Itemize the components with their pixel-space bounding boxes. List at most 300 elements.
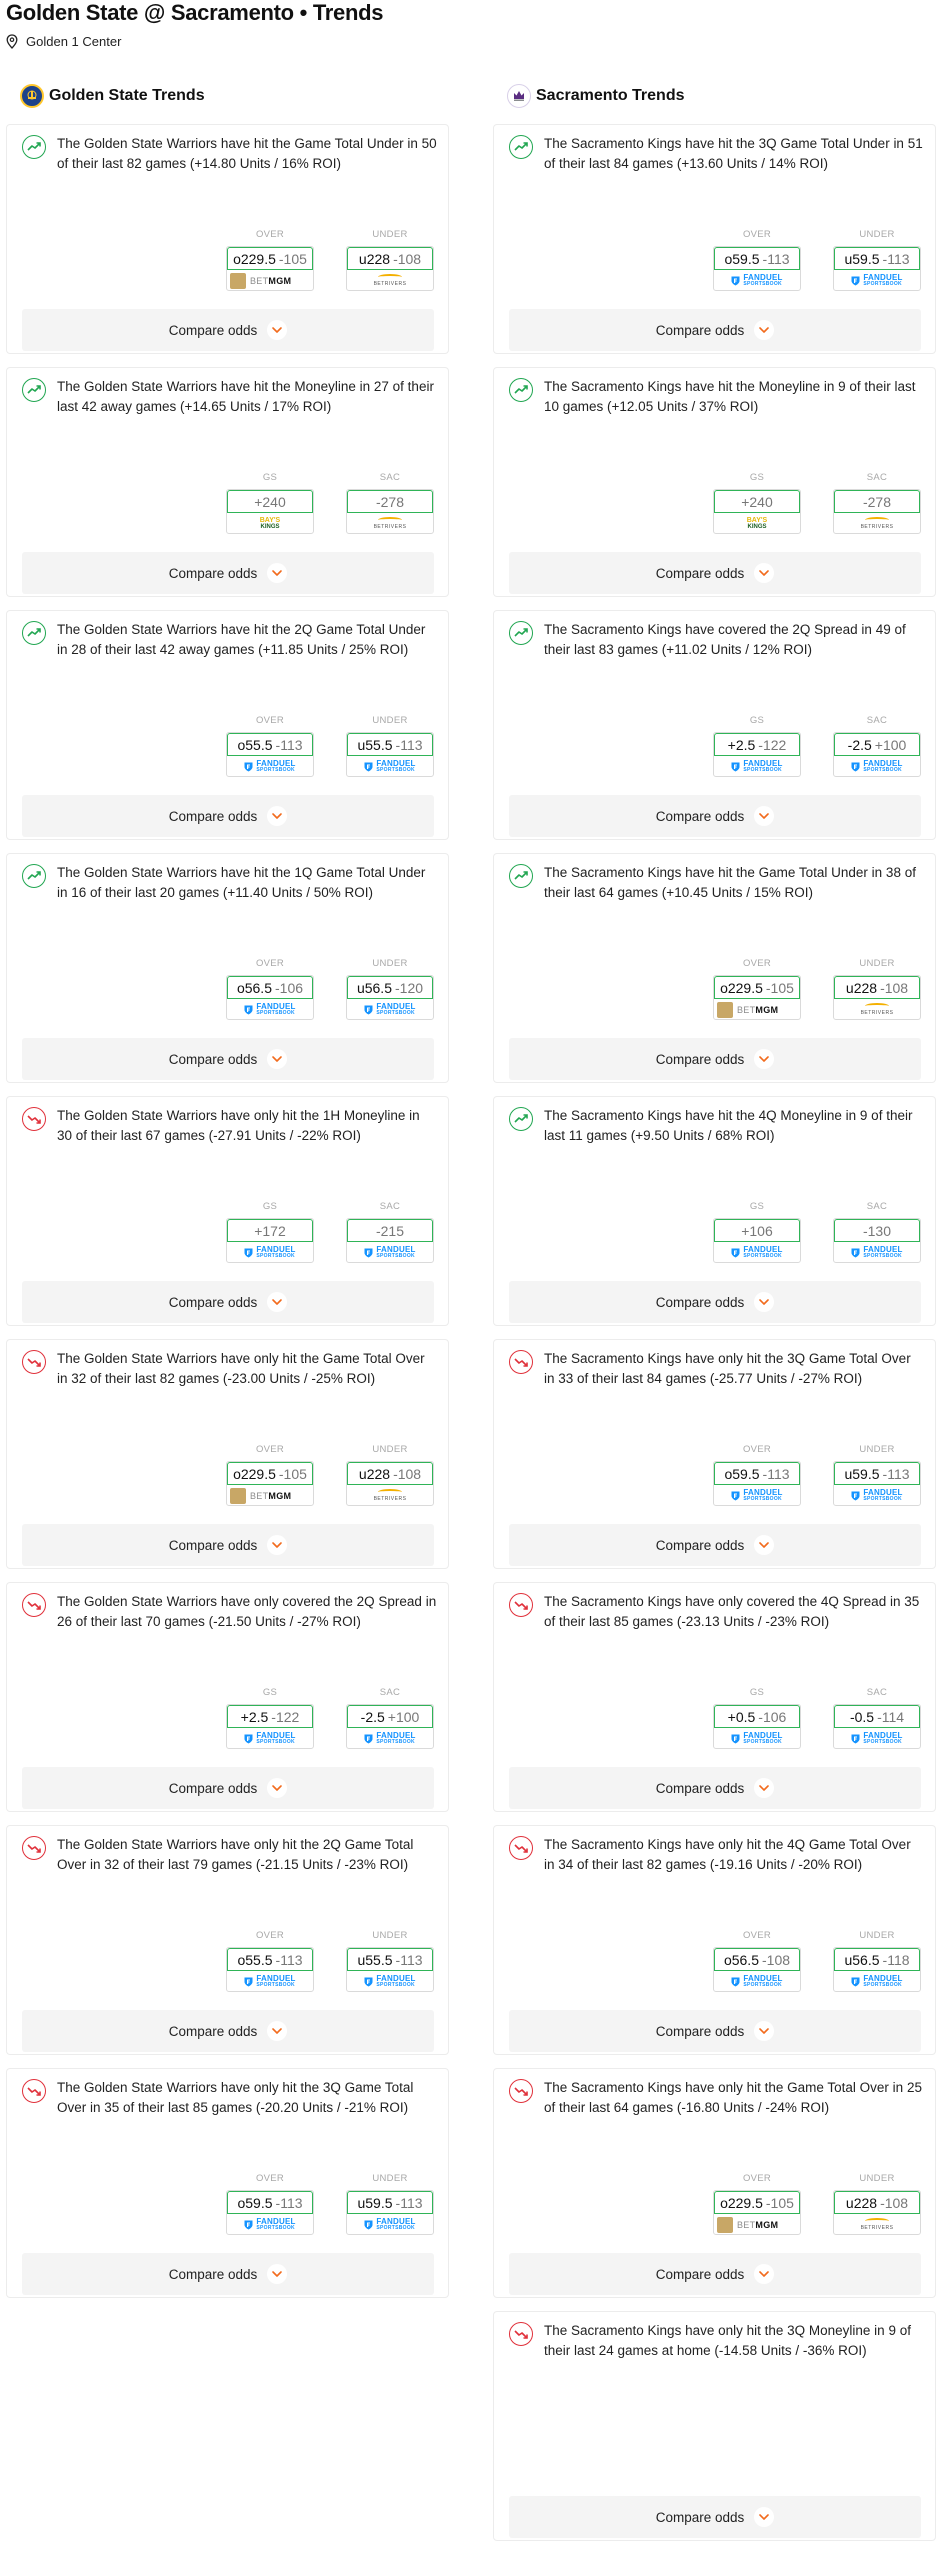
odds-value xyxy=(347,976,433,999)
sacramento-trends-column xyxy=(493,82,936,2554)
odds-line: +0.5 xyxy=(727,1708,756,1725)
odds-price: -105 xyxy=(278,250,307,267)
odds-option xyxy=(833,1687,921,1749)
chevron-down-icon xyxy=(267,1535,287,1555)
odds-button[interactable] xyxy=(833,1704,921,1749)
fanduel-shield-icon xyxy=(851,1248,860,1258)
odds-side-label: OVER xyxy=(255,1444,285,1455)
odds-line: u59.5 xyxy=(844,1465,880,1482)
fanduel-shield-icon xyxy=(244,1005,253,1015)
odds-price: -122 xyxy=(758,736,787,753)
odds-line: u59.5 xyxy=(844,250,880,267)
fanduel-shield-icon xyxy=(731,762,740,772)
compare-odds-button[interactable] xyxy=(509,309,921,351)
betmgm-lion-icon xyxy=(717,2217,733,2233)
odds-side-label: SAC xyxy=(866,715,888,726)
team-header-sac xyxy=(507,82,936,110)
betrivers-swoosh-icon xyxy=(378,274,402,280)
odds-button[interactable] xyxy=(346,1947,434,1992)
trend-card xyxy=(493,2068,936,2298)
odds-option xyxy=(346,1201,434,1263)
compare-odds-button[interactable] xyxy=(22,1524,434,1566)
betrivers-swoosh-icon xyxy=(378,517,402,523)
odds-button[interactable] xyxy=(226,1704,314,1749)
odds-option xyxy=(346,715,434,777)
odds-value xyxy=(347,490,433,513)
odds-button[interactable] xyxy=(346,2190,434,2235)
odds-button[interactable] xyxy=(833,1461,921,1506)
odds-value xyxy=(834,1948,920,1971)
trend-description: The Sacramento Kings have only covered the 4Q Spread in 35 of their last 85 games (-23.13 Units / -23% ROI) xyxy=(544,1594,920,1629)
page-header xyxy=(6,0,936,49)
odds-price: -108 xyxy=(762,1951,791,1968)
odds-button[interactable] xyxy=(833,2190,921,2235)
odds-price: +172 xyxy=(254,1222,286,1239)
betmgm-logo: BET MGM xyxy=(227,270,313,291)
chevron-down-icon xyxy=(754,2264,774,2284)
odds-option xyxy=(833,2173,921,2235)
odds-line: o56.5 xyxy=(236,979,272,996)
odds-value xyxy=(227,733,313,756)
odds-value xyxy=(227,490,313,513)
chevron-down-icon xyxy=(267,320,287,340)
odds-side-label: GS xyxy=(749,1201,765,1212)
odds-value xyxy=(227,1948,313,1971)
fanduel-logo: FANDUEL SPORTSBOOK xyxy=(834,270,920,291)
odds-value xyxy=(347,733,433,756)
trend-down-icon xyxy=(509,2322,533,2346)
odds-option xyxy=(226,1930,314,1992)
odds-option xyxy=(833,1930,921,1992)
compare-odds-button[interactable] xyxy=(22,1281,434,1323)
fanduel-logo: FANDUEL SPORTSBOOK xyxy=(714,1971,800,1992)
odds-option xyxy=(833,958,921,1020)
odds-option xyxy=(713,472,801,534)
compare-odds-button[interactable] xyxy=(509,1767,921,1809)
trend-list xyxy=(493,124,936,2541)
odds-button[interactable] xyxy=(833,1947,921,1992)
fanduel-logo: FANDUEL SPORTSBOOK xyxy=(714,1728,800,1749)
odds-button[interactable] xyxy=(713,1461,801,1506)
trend-list xyxy=(6,124,449,2298)
trend-up-icon xyxy=(22,378,46,402)
fanduel-shield-icon xyxy=(364,1005,373,1015)
odds-option xyxy=(346,1930,434,1992)
odds-button[interactable] xyxy=(346,1704,434,1749)
odds-button[interactable] xyxy=(346,1218,434,1263)
odds-button[interactable] xyxy=(713,1947,801,1992)
betmgm-lion-icon xyxy=(230,1488,246,1504)
location-pin-icon xyxy=(6,34,18,49)
compare-odds-label: Compare odds xyxy=(655,2023,745,2039)
odds-button[interactable] xyxy=(833,489,921,534)
trend-down-icon xyxy=(22,1836,46,1860)
odds-side-label: OVER xyxy=(742,229,772,240)
odds-value xyxy=(227,1705,313,1728)
betmgm-logo: BET MGM xyxy=(714,2214,800,2235)
trend-card xyxy=(493,610,936,840)
odds-option xyxy=(833,1201,921,1263)
odds-price: -106 xyxy=(275,979,304,996)
compare-odds-button[interactable] xyxy=(22,552,434,594)
odds-side-label: SAC xyxy=(379,472,401,483)
trend-card xyxy=(493,1339,936,1569)
odds-value xyxy=(834,1462,920,1485)
trend-card xyxy=(6,853,449,1083)
kings-book-logo: BAY'S KINGS xyxy=(746,516,768,530)
odds-price: -130 xyxy=(862,1222,892,1239)
compare-odds-label: Compare odds xyxy=(655,1051,745,1067)
fanduel-shield-icon xyxy=(731,276,740,286)
chevron-down-icon xyxy=(754,1049,774,1069)
trend-description: The Sacramento Kings have only hit the 3Q Game Total Over in 33 of their last 84 games (-25.77 Units / -27% ROI) xyxy=(544,1351,911,1386)
odds-button[interactable] xyxy=(346,489,434,534)
chevron-down-icon xyxy=(267,2021,287,2041)
odds-price: +240 xyxy=(741,493,773,510)
trend-description: The Golden State Warriors have hit the 2Q Game Total Under in 28 of their last 42 away games (+11.85 Units / 25% ROI) xyxy=(57,622,426,657)
odds-option xyxy=(346,472,434,534)
betrivers-logo: BETRIVERS xyxy=(834,513,920,534)
trend-up-icon xyxy=(509,864,533,888)
compare-odds-button[interactable] xyxy=(509,1281,921,1323)
fanduel-logo: FANDUEL SPORTSBOOK xyxy=(347,999,433,1020)
odds-price: -113 xyxy=(882,1465,910,1482)
odds-value xyxy=(227,2191,313,2214)
odds-side-label: OVER xyxy=(742,958,772,969)
betmgm-lion-icon xyxy=(230,273,246,289)
odds-option xyxy=(713,1687,801,1749)
fanduel-logo: FANDUEL SPORTSBOOK xyxy=(834,1242,920,1263)
compare-odds-label: Compare odds xyxy=(655,808,745,824)
betmgm-logo: BET MGM xyxy=(227,1485,313,1506)
compare-odds-label: Compare odds xyxy=(168,1780,258,1796)
odds-value xyxy=(347,247,433,270)
fanduel-shield-icon xyxy=(731,1977,740,1987)
fanduel-shield-icon xyxy=(244,1734,253,1744)
fanduel-shield-icon xyxy=(851,762,860,772)
odds-line: o59.5 xyxy=(724,1465,760,1482)
compare-odds-label: Compare odds xyxy=(168,1294,258,1310)
trend-description: The Sacramento Kings have hit the 4Q Moneyline in 9 of their last 11 games (+9.50 Units / 68% ROI) xyxy=(544,1108,913,1143)
odds-side-label: OVER xyxy=(255,229,285,240)
golden-state-trends-column xyxy=(6,82,449,2311)
odds-price: -114 xyxy=(877,1708,905,1725)
odds-button[interactable] xyxy=(713,1704,801,1749)
odds-side-label: UNDER xyxy=(859,229,895,240)
compare-odds-button[interactable] xyxy=(509,2010,921,2052)
fanduel-shield-icon xyxy=(731,1491,740,1501)
odds-button[interactable] xyxy=(713,246,801,291)
compare-odds-label: Compare odds xyxy=(168,565,258,581)
odds-option xyxy=(346,1687,434,1749)
odds-side-label: UNDER xyxy=(859,1930,895,1941)
odds-side-label: GS xyxy=(749,472,765,483)
compare-odds-button[interactable] xyxy=(22,309,434,351)
fanduel-logo: FANDUEL SPORTSBOOK xyxy=(347,1971,433,1992)
odds-side-label: GS xyxy=(262,1687,278,1698)
odds-value xyxy=(834,2191,920,2214)
odds-value xyxy=(347,1462,433,1485)
odds-button[interactable] xyxy=(346,1461,434,1506)
fanduel-shield-icon xyxy=(364,1977,373,1987)
odds-side-label: OVER xyxy=(255,2173,285,2184)
fanduel-shield-icon xyxy=(851,1734,860,1744)
odds-value xyxy=(834,490,920,513)
trend-description: The Sacramento Kings have hit the 3Q Game Total Under in 51 of their last 84 games (+13.60 Units / 14% ROI) xyxy=(544,136,923,171)
compare-odds-button[interactable] xyxy=(22,2010,434,2052)
odds-option xyxy=(833,472,921,534)
odds-line: +2.5 xyxy=(240,1708,269,1725)
trend-card xyxy=(493,2311,936,2541)
odds-line: u228 xyxy=(845,2194,878,2211)
odds-button[interactable] xyxy=(713,489,801,534)
odds-button[interactable] xyxy=(713,1218,801,1263)
betrivers-logo: BETRIVERS xyxy=(347,1485,433,1506)
odds-price: -215 xyxy=(375,1222,405,1239)
odds-line: o55.5 xyxy=(237,736,273,753)
fanduel-logo: FANDUEL SPORTSBOOK xyxy=(347,1728,433,1749)
odds-value xyxy=(834,733,920,756)
trend-card xyxy=(493,367,936,597)
odds-button[interactable] xyxy=(346,975,434,1020)
odds-value xyxy=(834,1705,920,1728)
fanduel-shield-icon xyxy=(364,2220,373,2230)
fanduel-logo: FANDUEL SPORTSBOOK xyxy=(714,1485,800,1506)
fanduel-logo: FANDUEL SPORTSBOOK xyxy=(227,999,313,1020)
odds-line: o59.5 xyxy=(724,250,760,267)
trend-description: The Sacramento Kings have hit the Game Total Under in 38 of their last 64 games (+10.45 Units / 15% ROI) xyxy=(544,865,916,900)
odds-button[interactable] xyxy=(713,2190,801,2235)
odds-option xyxy=(713,715,801,777)
chevron-down-icon xyxy=(754,563,774,583)
odds-button[interactable] xyxy=(226,1218,314,1263)
odds-price: +106 xyxy=(741,1222,773,1239)
odds-price: -105 xyxy=(765,2194,794,2211)
odds-value xyxy=(714,733,800,756)
odds-price: -108 xyxy=(880,2194,909,2211)
odds-value xyxy=(714,1462,800,1485)
fanduel-shield-icon xyxy=(731,1248,740,1258)
trend-description: The Golden State Warriors have only hit the 1H Moneyline in 30 of their last 67 games (-27.91 Units / -22% ROI) xyxy=(57,1108,420,1143)
fanduel-shield-icon xyxy=(244,1248,253,1258)
odds-price: +100 xyxy=(387,1708,420,1725)
odds-line: u228 xyxy=(358,250,391,267)
fanduel-logo: FANDUEL SPORTSBOOK xyxy=(714,1242,800,1263)
odds-value xyxy=(714,247,800,270)
odds-button[interactable] xyxy=(226,489,314,534)
odds-line: -0.5 xyxy=(849,1708,875,1725)
odds-price: -118 xyxy=(882,1951,910,1968)
odds-option xyxy=(346,229,434,291)
odds-side-label: UNDER xyxy=(372,229,408,240)
compare-odds-label: Compare odds xyxy=(168,1051,258,1067)
compare-odds-button[interactable] xyxy=(509,1524,921,1566)
compare-odds-button[interactable] xyxy=(22,1767,434,1809)
trend-description: The Sacramento Kings have only hit the 3Q Moneyline in 9 of their last 24 games at home (-14.58 Units / -36% ROI) xyxy=(544,2323,911,2358)
fanduel-logo: FANDUEL SPORTSBOOK xyxy=(227,1242,313,1263)
odds-side-label: UNDER xyxy=(859,2173,895,2184)
odds-side-label: UNDER xyxy=(372,1444,408,1455)
odds-line: -2.5 xyxy=(847,736,872,753)
team-title: Sacramento Trends xyxy=(536,87,685,104)
odds-price: -122 xyxy=(271,1708,300,1725)
odds-price: -113 xyxy=(762,1465,790,1482)
odds-side-label: UNDER xyxy=(859,1444,895,1455)
trend-card xyxy=(6,1825,449,2055)
odds-button[interactable] xyxy=(833,975,921,1020)
kings-book-logo: BAY'S KINGS xyxy=(259,516,281,530)
fanduel-logo: FANDUEL SPORTSBOOK xyxy=(227,1971,313,1992)
odds-option xyxy=(713,1201,801,1263)
odds-side-label: GS xyxy=(262,472,278,483)
trend-card xyxy=(6,124,449,354)
chevron-down-icon xyxy=(754,2507,774,2527)
odds-option xyxy=(713,2173,801,2235)
trend-up-icon xyxy=(509,378,533,402)
trend-down-icon xyxy=(509,1350,533,1374)
odds-price: -113 xyxy=(275,736,303,753)
trend-down-icon xyxy=(22,1107,46,1131)
odds-line: o229.5 xyxy=(720,979,763,996)
fanduel-shield-icon xyxy=(731,1734,740,1744)
odds-price: -106 xyxy=(758,1708,787,1725)
chevron-down-icon xyxy=(267,1292,287,1312)
odds-button[interactable] xyxy=(833,1218,921,1263)
trend-card xyxy=(6,367,449,597)
compare-odds-button[interactable] xyxy=(509,795,921,837)
chevron-down-icon xyxy=(754,2021,774,2041)
trend-down-icon xyxy=(509,1593,533,1617)
odds-button[interactable] xyxy=(226,2190,314,2235)
odds-side-label: OVER xyxy=(742,2173,772,2184)
trend-description: The Sacramento Kings have only hit the 4Q Game Total Over in 34 of their last 82 games (-19.16 Units / -20% ROI) xyxy=(544,1837,911,1872)
odds-button[interactable] xyxy=(833,246,921,291)
odds-side-label: GS xyxy=(262,1201,278,1212)
trend-card xyxy=(493,1582,936,1812)
chevron-down-icon xyxy=(754,806,774,826)
fanduel-shield-icon xyxy=(851,1491,860,1501)
chevron-down-icon xyxy=(754,1535,774,1555)
odds-button[interactable] xyxy=(713,975,801,1020)
odds-button[interactable] xyxy=(226,975,314,1020)
odds-price: -113 xyxy=(275,1951,303,1968)
odds-button[interactable] xyxy=(226,246,314,291)
chevron-down-icon xyxy=(267,2264,287,2284)
odds-side-label: SAC xyxy=(866,1201,888,1212)
chevron-down-icon xyxy=(754,320,774,340)
compare-odds-label: Compare odds xyxy=(168,808,258,824)
odds-button[interactable] xyxy=(226,1947,314,1992)
odds-value xyxy=(714,1219,800,1242)
trend-description: The Golden State Warriors have hit the Game Total Under in 50 of their last 82 games (+14.80 Units / 16% ROI) xyxy=(57,136,437,171)
odds-option xyxy=(713,958,801,1020)
compare-odds-button[interactable] xyxy=(509,1038,921,1080)
fanduel-logo: FANDUEL SPORTSBOOK xyxy=(834,756,920,777)
odds-line: o56.5 xyxy=(723,1951,759,1968)
odds-button[interactable] xyxy=(226,1461,314,1506)
odds-button[interactable] xyxy=(833,732,921,777)
odds-option xyxy=(226,472,314,534)
betrivers-logo: BETRIVERS xyxy=(347,270,433,291)
odds-value xyxy=(347,1219,433,1242)
odds-value xyxy=(227,1462,313,1485)
compare-odds-label: Compare odds xyxy=(168,2023,258,2039)
trend-description: The Golden State Warriors have only hit the 2Q Game Total Over in 32 of their last 79 games (-21.15 Units / -23% ROI) xyxy=(57,1837,414,1872)
compare-odds-button[interactable] xyxy=(22,2253,434,2295)
odds-value xyxy=(834,247,920,270)
odds-line: u56.5 xyxy=(844,1951,880,1968)
odds-side-label: UNDER xyxy=(372,715,408,726)
odds-button[interactable] xyxy=(346,732,434,777)
odds-option xyxy=(226,715,314,777)
compare-odds-label: Compare odds xyxy=(655,2266,745,2282)
odds-button[interactable] xyxy=(346,246,434,291)
odds-option xyxy=(713,1444,801,1506)
compare-odds-button[interactable] xyxy=(22,795,434,837)
odds-line: o55.5 xyxy=(237,1951,273,1968)
odds-side-label: SAC xyxy=(379,1201,401,1212)
fanduel-shield-icon xyxy=(244,1977,253,1987)
trend-down-icon xyxy=(509,1836,533,1860)
odds-price: -108 xyxy=(393,1465,422,1482)
odds-line: u228 xyxy=(358,1465,391,1482)
fanduel-shield-icon xyxy=(244,762,253,772)
compare-odds-button[interactable] xyxy=(22,1038,434,1080)
odds-value xyxy=(714,490,800,513)
odds-option xyxy=(346,958,434,1020)
compare-odds-button[interactable] xyxy=(509,2253,921,2295)
trend-description: The Golden State Warriors have hit the 1Q Game Total Under in 16 of their last 20 games (+11.40 Units / 50% ROI) xyxy=(57,865,426,900)
odds-price: -113 xyxy=(762,250,790,267)
odds-side-label: OVER xyxy=(742,1930,772,1941)
trend-down-icon xyxy=(22,2079,46,2103)
trend-description: The Sacramento Kings have only hit the Game Total Over in 25 of their last 64 games (-16.80 Units / -24% ROI) xyxy=(544,2080,922,2115)
trend-card xyxy=(6,2068,449,2298)
odds-value xyxy=(714,2191,800,2214)
odds-line: o229.5 xyxy=(233,250,276,267)
odds-button[interactable] xyxy=(226,732,314,777)
compare-odds-button[interactable] xyxy=(509,2496,921,2538)
odds-value xyxy=(347,1705,433,1728)
odds-price: -278 xyxy=(375,493,405,510)
betrivers-swoosh-icon xyxy=(865,2218,889,2224)
odds-price: -120 xyxy=(395,979,424,996)
fanduel-shield-icon xyxy=(364,1734,373,1744)
odds-option xyxy=(346,1444,434,1506)
odds-price: -113 xyxy=(395,1951,423,1968)
odds-option xyxy=(833,229,921,291)
compare-odds-label: Compare odds xyxy=(655,1537,745,1553)
odds-price: -113 xyxy=(275,2194,303,2211)
trend-card xyxy=(6,1096,449,1326)
odds-line: u59.5 xyxy=(357,2194,393,2211)
fanduel-logo: FANDUEL SPORTSBOOK xyxy=(714,270,800,291)
compare-odds-label: Compare odds xyxy=(655,1780,745,1796)
odds-price: +240 xyxy=(254,493,286,510)
odds-button[interactable] xyxy=(713,732,801,777)
betrivers-swoosh-icon xyxy=(378,1489,402,1495)
odds-option xyxy=(226,1444,314,1506)
compare-odds-button[interactable] xyxy=(509,552,921,594)
fanduel-logo: FANDUEL SPORTSBOOK xyxy=(227,1728,313,1749)
compare-odds-label: Compare odds xyxy=(168,322,258,338)
fanduel-logo: FANDUEL SPORTSBOOK xyxy=(347,2214,433,2235)
odds-value xyxy=(347,1948,433,1971)
fanduel-shield-icon xyxy=(244,2220,253,2230)
odds-option xyxy=(226,1687,314,1749)
fanduel-logo: FANDUEL SPORTSBOOK xyxy=(227,756,313,777)
odds-side-label: OVER xyxy=(742,1444,772,1455)
